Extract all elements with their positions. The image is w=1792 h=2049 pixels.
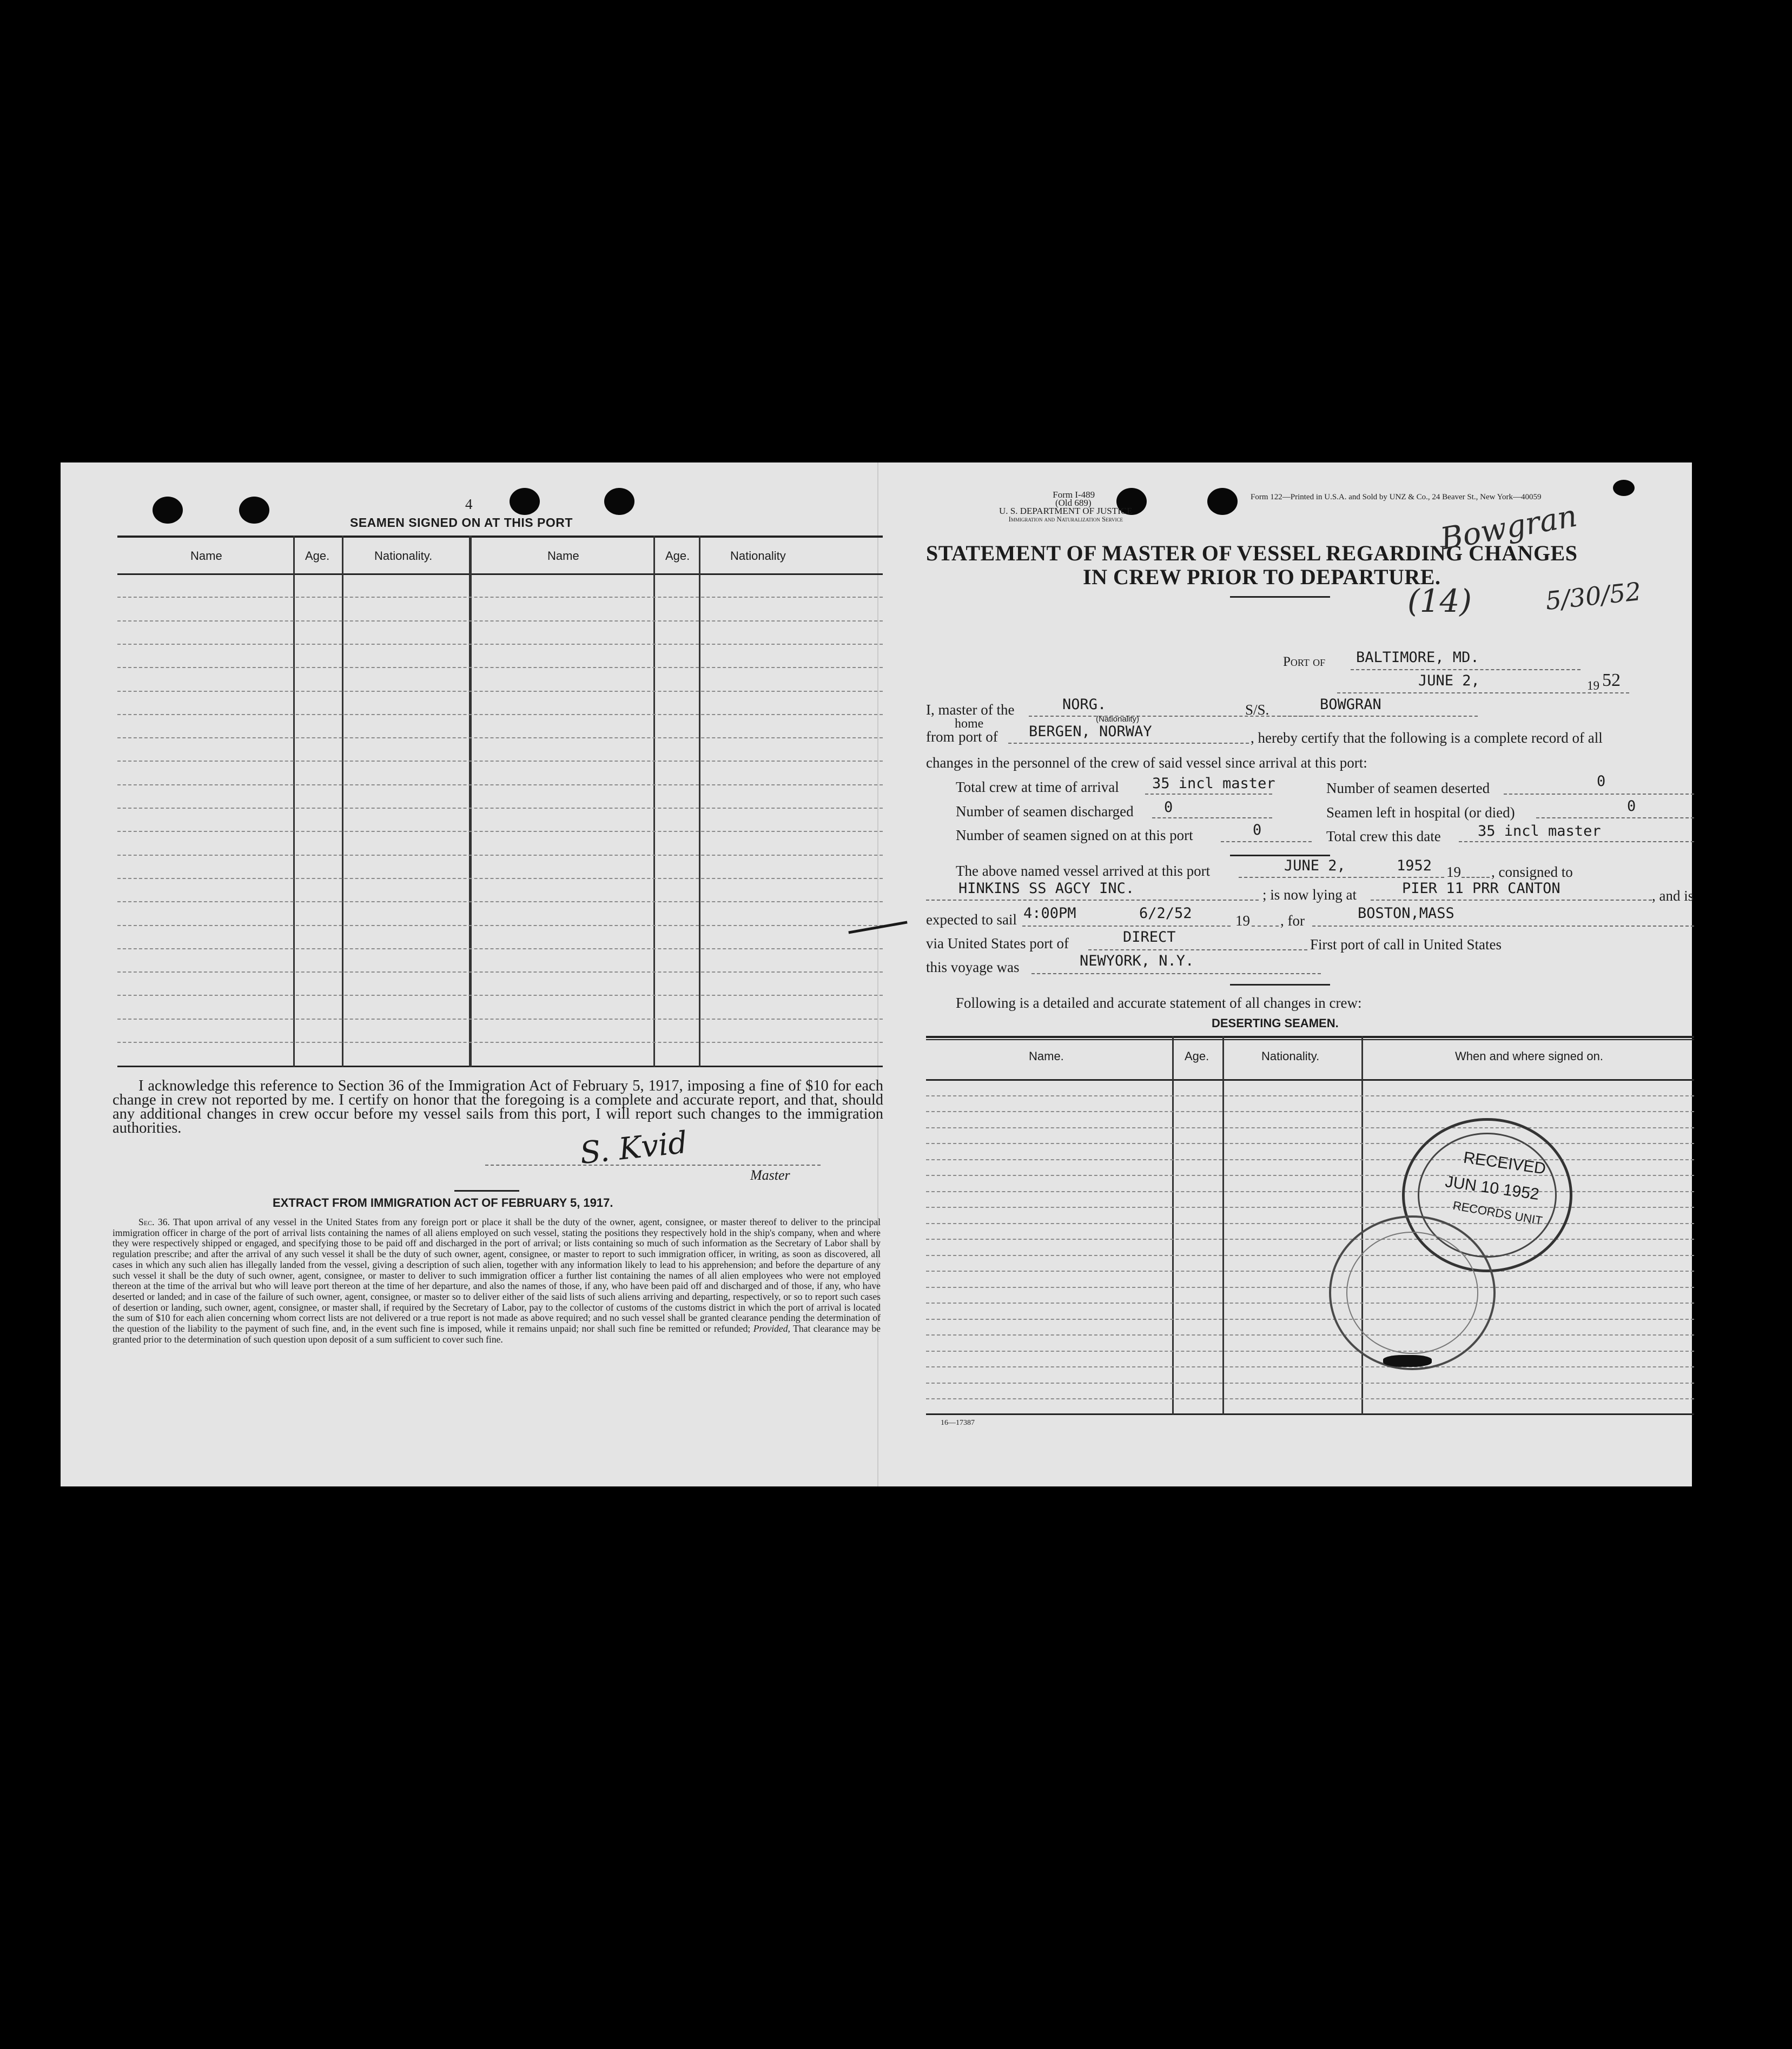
master-signature: S. Kvid [578, 1125, 690, 1172]
col-header-name: Name [547, 549, 579, 563]
table-row [117, 644, 883, 645]
punch-hole [239, 497, 269, 524]
table-row [117, 948, 883, 949]
for-label: , for [1280, 913, 1305, 929]
table-top-rule [117, 536, 883, 538]
table-row [926, 1303, 1694, 1304]
signed-on-label: Number of seamen signed on at this port [956, 827, 1193, 843]
year-value: 52 [1602, 670, 1621, 690]
handwritten-number: (14) [1407, 583, 1472, 619]
table-row [117, 1042, 883, 1043]
from-label: from [926, 729, 955, 745]
printer-note: Form 122—Printed in U.S.A. and Sold by UNZ & Co., 24 Beaver St., New York—40059 [1251, 493, 1542, 501]
lying-label: ; is now lying at [1262, 887, 1357, 903]
col-header-name: Name [190, 549, 222, 563]
table-row [926, 1175, 1694, 1176]
punch-hole [1613, 480, 1635, 496]
deserted-label: Number of seamen deserted [1326, 780, 1490, 796]
seamen-signed-heading: SEAMEN SIGNED ON AT THIS PORT [350, 515, 573, 530]
via-label: via United States port of [926, 935, 1069, 951]
following-text: Following is a detailed and accurate statement of all changes in crew: [956, 995, 1362, 1011]
master-of-label: I, master of the [926, 702, 1015, 718]
expected-label: expected to sail [926, 911, 1017, 928]
extract-heading: EXTRACT FROM IMMIGRATION ACT OF FEBRUARY 5, 1917. [273, 1196, 613, 1209]
date-value: JUNE 2, [1418, 672, 1480, 689]
table-row [926, 1143, 1694, 1144]
via-value: DIRECT [1123, 929, 1176, 946]
table-row [117, 691, 883, 692]
table-row [117, 995, 883, 996]
table-row [926, 1239, 1694, 1240]
table-row [117, 855, 883, 856]
table-row [117, 831, 883, 832]
deserting-heading: DESERTING SEAMEN. [1212, 1016, 1339, 1030]
punch-hole [510, 488, 540, 515]
vessel-name: BOWGRAN [1320, 696, 1381, 713]
table-row [926, 1366, 1694, 1367]
punch-hole [1207, 488, 1238, 515]
col-header-signed-on: When and where signed on. [1455, 1049, 1603, 1063]
table-row [117, 597, 883, 598]
arrived-value: JUNE 2, [1284, 857, 1346, 874]
received-stamp: RECEIVED JUN 10 1952 RECORDS UNIT [1402, 1118, 1572, 1272]
nineteen-label-2: 19 [1235, 913, 1250, 929]
table-row [117, 971, 883, 973]
table-row [926, 1271, 1694, 1272]
table-bottom-rule [117, 1066, 883, 1067]
form-title-line1: STATEMENT OF MASTER OF VESSEL REGARDING CHANGES [926, 541, 1578, 565]
hospital-label: Seamen left in hospital (or died) [1326, 804, 1515, 821]
table-row [117, 737, 883, 738]
table-row [117, 808, 883, 809]
table-row [117, 925, 883, 926]
master-label: Master [750, 1167, 790, 1183]
home-port-value: BERGEN, NORWAY [1029, 723, 1152, 740]
discharged-value: 0 [1164, 799, 1173, 816]
header-rule [117, 573, 883, 575]
statute-text: Sec. 36. That upon arrival of any vessel in the United States from any foreign port or place it shall be the duty of the owner, agent, consignee, or master thereof to deliver to the principal immigration officer in charge of the port of arrival lists containing the names of all aliens employed on such vessel, stating the positions they respectively hold in the ship's company, when and where they were respectively shipped or engaged, and specifying those to be paid off and discharged in the port of arrival; or lists containing so much of such information as the Secretary of Labor shall by regulation prescribe; and after the arrival of any such vessel it shall be the duty of such owner, agent, consignee, or master to report to such immigration officer, in writing, as soon as discovered, all cases in which any such alien has illegally landed from the vessel, giving a description of such alien, together with any information likely to lead to his apprehension; and before the departure of any such vessel it shall be the duty of such owner, agent, consignee, or master to deliver to such immigration officer a further list containing the names of all alien employees who were not employed thereon at the time of the arrival but who will leave port thereon at the time of her departure, and also the names of those, if any, who have been paid off and discharged and of those, if any, who have deserted or landed; and in case of the failure of such owner, agent, consignee, or master so to deliver either of the said lists of such aliens arriving and departing, respectively, or so to report such cases of desertion or landing, such owner, agent, consignee, or master shall, if required by the Secretary of Labor, pay to the collector of customs of the customs district in which the port of arrival is located the sum of $10 for each alien concerning whom correct lists are not delivered or a true report is not made as above required; and no such vessel shall be granted clearance pending the determination of the question of the liability to the payment of such fine, and, in the event such fine is imposed, while it remains unpaid; nor shall such fine be remitted or refunded; Provided, That clearance may be granted prior to the determination of such question upon deposit of a sum sufficient to cover such fine. [113, 1217, 881, 1345]
table-row [926, 1383, 1694, 1384]
discharged-label: Number of seamen discharged [956, 803, 1134, 819]
faded-stamp [1329, 1215, 1496, 1370]
nationality-caption: (Nationality) [1096, 715, 1140, 724]
col-header-nationality: Nationality [730, 549, 786, 563]
table-row [926, 1255, 1694, 1256]
total-today-value: 35 incl master [1478, 823, 1601, 840]
arrived-year: 1952 [1397, 857, 1432, 874]
table-row [926, 1207, 1694, 1208]
table-row [117, 901, 883, 902]
changes-text: changes in the personnel of the crew of said vessel since arrival at this port: [926, 755, 1367, 771]
consignee-value: HINKINS SS AGCY INC. [958, 880, 1135, 897]
port-of-label: Port of [1283, 655, 1326, 669]
form-title-line2: IN CREW PRIOR TO DEPARTURE. [1083, 565, 1441, 589]
document-sheet [61, 462, 1692, 1486]
punch-hole [604, 488, 634, 515]
table-row [926, 1334, 1694, 1336]
signed-on-value: 0 [1253, 822, 1262, 838]
and-is-label: , and is [1652, 888, 1694, 904]
hospital-value: 0 [1627, 798, 1636, 815]
table-row [926, 1287, 1694, 1288]
table-row [926, 1111, 1694, 1112]
first-call-label: First port of call in United States [1310, 936, 1502, 953]
voyage-label: this voyage was [926, 959, 1020, 975]
col-header-nationality: Nationality. [1261, 1049, 1320, 1063]
page-number: 4 [465, 496, 473, 512]
handwritten-vessel-name: Bowgran [1438, 498, 1580, 557]
ink-smudge [1383, 1355, 1432, 1367]
table-row [926, 1095, 1694, 1096]
handwritten-date: 5/30/52 [1544, 576, 1643, 616]
table-row [117, 761, 883, 762]
home-label: home [955, 717, 984, 731]
certify-text: , hereby certify that the following is a complete record of all [1251, 730, 1603, 746]
arrived-label: The above named vessel arrived at this port [956, 863, 1211, 879]
total-crew-arrival-label: Total crew at time of arrival [956, 779, 1119, 795]
col-header-age: Age. [1185, 1049, 1209, 1063]
footer-code: 16—17387 [941, 1419, 975, 1427]
col-header-nationality: Nationality. [374, 549, 433, 563]
vessel-type: S/S. [1245, 702, 1269, 718]
col-header-name: Name. [1029, 1049, 1064, 1063]
nationality-value: NORG. [1062, 696, 1107, 713]
col-header-age: Age. [305, 549, 330, 563]
table-row [926, 1319, 1694, 1320]
sail-time: 4:00PM [1023, 905, 1076, 922]
sail-date: 6/2/52 [1139, 905, 1192, 922]
table-row [926, 1159, 1694, 1160]
table-row [117, 1019, 883, 1020]
destination-value: BOSTON,MASS [1358, 905, 1454, 922]
punch-hole [153, 497, 183, 524]
table-row [926, 1351, 1694, 1352]
port-value: BALTIMORE, MD. [1356, 649, 1479, 666]
table-row [926, 1398, 1694, 1399]
consigned-label: , consigned to [1491, 864, 1573, 880]
total-crew-arrival-value: 35 incl master [1152, 775, 1275, 792]
table-row [926, 1223, 1694, 1224]
table-row [117, 878, 883, 879]
table-row [117, 620, 883, 622]
form-header: Form I-489 (Old 689) U. S. DEPARTMENT OF JUSTICE Immigration and Naturalization Service [999, 490, 1133, 523]
total-today-label: Total crew this date [1326, 828, 1441, 844]
voyage-value: NEWYORK, N.Y. [1080, 953, 1194, 969]
lying-value: PIER 11 PRR CANTON [1402, 880, 1560, 897]
port-of-label-2: port of [958, 729, 998, 745]
deserted-value: 0 [1597, 773, 1606, 790]
year-prefix: 19 [1587, 679, 1599, 692]
table-row [926, 1191, 1694, 1192]
table-row [117, 784, 883, 785]
nineteen-label: 19 [1446, 864, 1461, 880]
table-row [926, 1127, 1694, 1128]
table-row [117, 667, 883, 668]
col-header-age: Age. [665, 549, 690, 563]
acknowledgement-text: I acknowledge this reference to Section 36 of the Immigration Act of February 5, 1917, imposing a fine of $10 for each change in crew not reported by me. I certify on honor that the foregoing is a complete and accurate report, and that, should any additional changes in crew occur before my vessel sails from this port, I will report such changes to the immigration authorities. [113, 1078, 883, 1136]
table-row [117, 714, 883, 715]
